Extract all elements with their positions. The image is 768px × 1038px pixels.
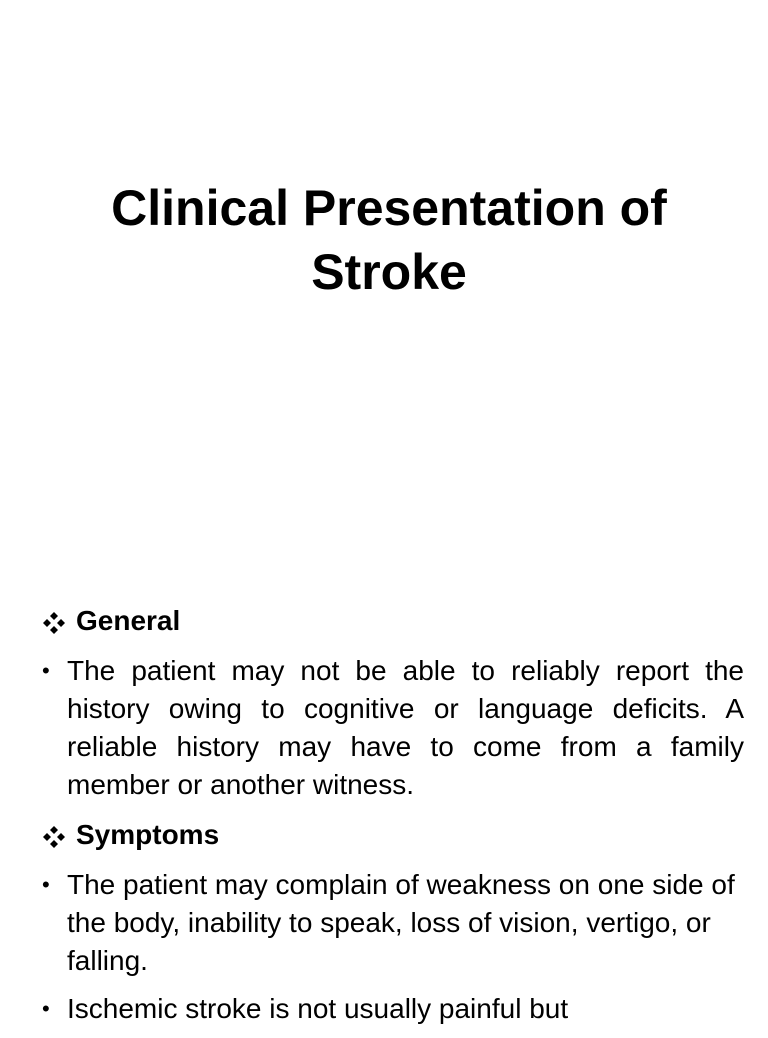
list-item bbox=[40, 652, 744, 804]
list-item bbox=[40, 866, 744, 980]
section-heading-symptoms bbox=[40, 814, 744, 856]
bullet-text: The patient may not be able to reliably report the history owing to cognitive or language deficits. A reliable history may have to come from a family member or another witness. bbox=[67, 655, 744, 800]
section-heading-label: Symptoms bbox=[76, 819, 220, 850]
bullet-dot-icon: • bbox=[42, 872, 50, 897]
section-heading-general bbox=[40, 600, 744, 642]
list-item bbox=[40, 990, 744, 1028]
slide-content bbox=[40, 600, 744, 1038]
bullet-dot-icon: • bbox=[42, 996, 50, 1021]
bullet-text: The patient may complain of weakness on one side of the body, inability to speak, loss of vision, vertigo, or falling. bbox=[67, 869, 735, 976]
slide-title: Clinical Presentation of Stroke bbox=[111, 180, 667, 300]
four-diamond-icon bbox=[43, 612, 65, 634]
bullet-dot-icon: • bbox=[42, 658, 50, 683]
four-diamond-icon bbox=[43, 826, 65, 848]
section-heading-label: General bbox=[76, 605, 181, 636]
bullet-text: Ischemic stroke is not usually painful but bbox=[67, 993, 569, 1024]
